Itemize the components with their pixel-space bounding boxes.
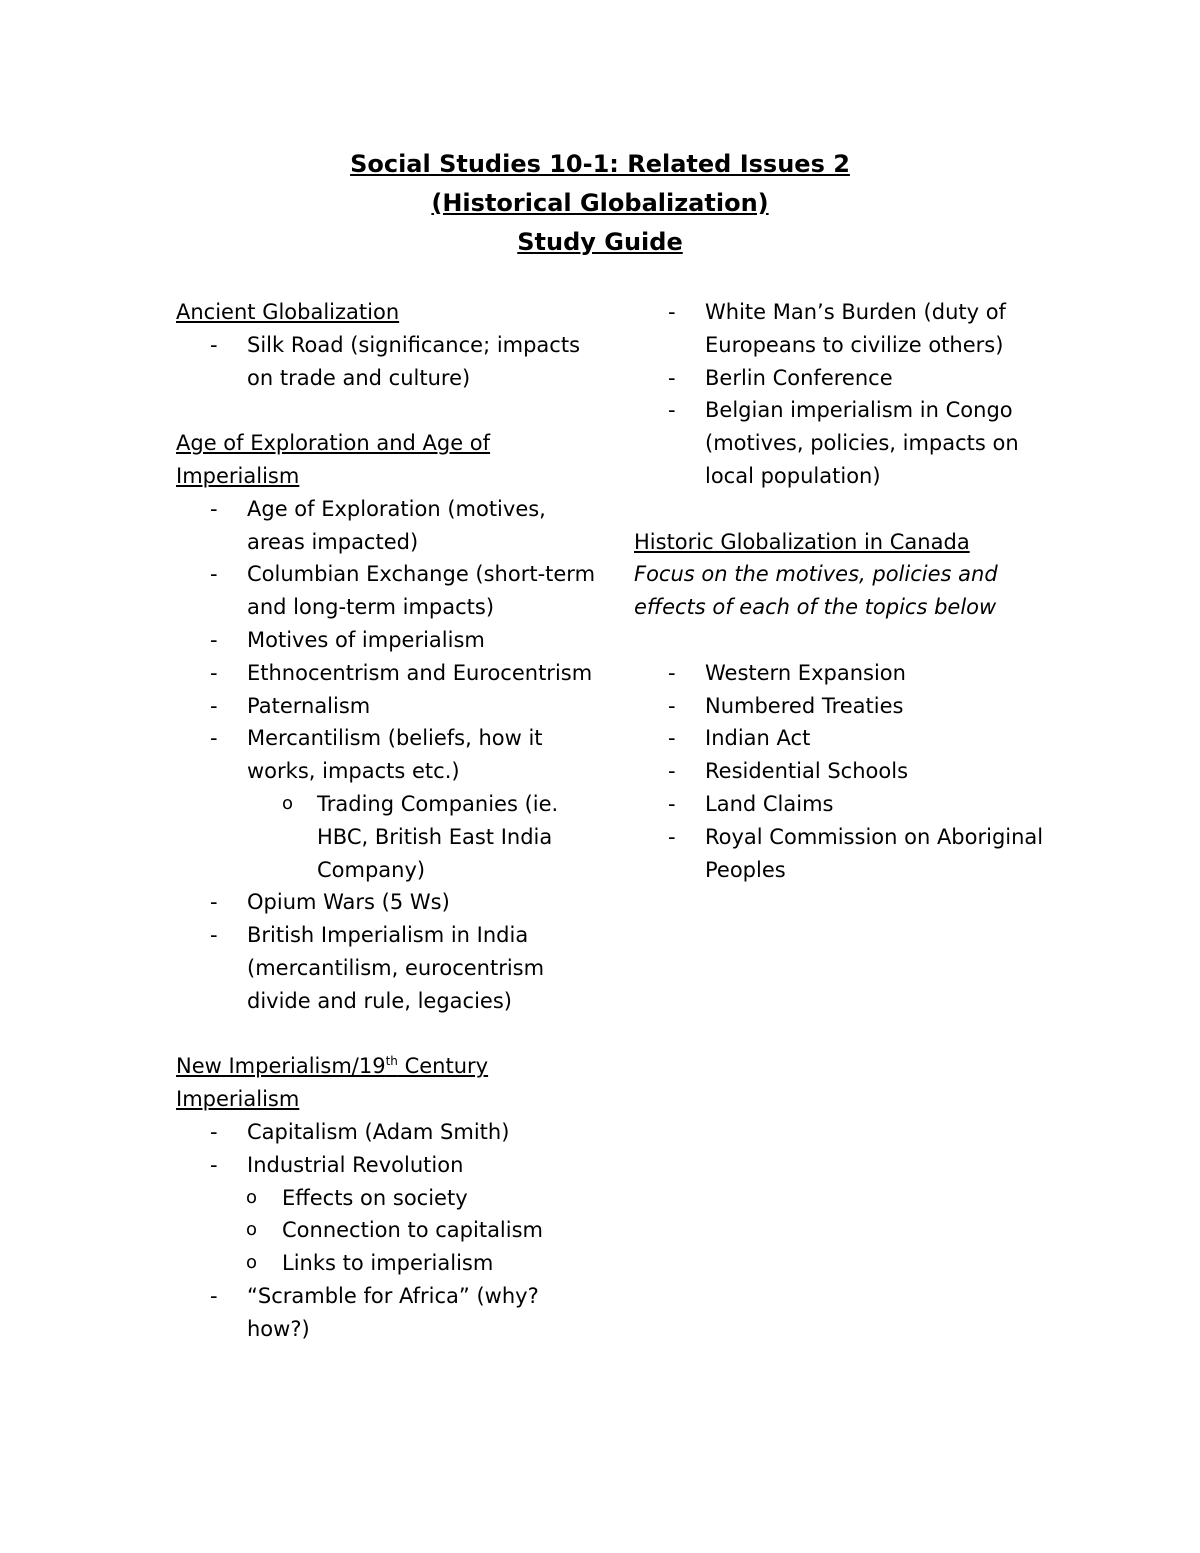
list-item (634, 296, 1054, 362)
new-imperialism-list-right (634, 296, 1054, 493)
list-item (634, 788, 1054, 821)
list-item (634, 394, 1054, 492)
list-item (176, 919, 596, 1017)
dash-bullet: - (668, 726, 676, 751)
heading-text: Century Imperialism (176, 1054, 489, 1112)
list-item-text: Ethnocentrism and Eurocentrism (247, 660, 593, 685)
list-item-text: Paternalism (247, 693, 371, 718)
sub-list-item (176, 788, 596, 886)
exploration-list-continued (176, 886, 596, 1017)
dash-bullet: - (210, 660, 218, 685)
list-item-text: Western Expansion (705, 660, 906, 685)
new-imperialism-list-continued (176, 1280, 596, 1346)
exploration-list (176, 493, 596, 788)
list-item-text: “Scramble for Africa” (why? how?) (247, 1283, 539, 1341)
title-line-3: Study Guide (517, 228, 683, 256)
list-item (176, 329, 596, 395)
list-item-text: Silk Road (significance; impacts on trade and culture) (247, 332, 581, 390)
dash-bullet: - (668, 300, 676, 324)
list-item (176, 493, 596, 559)
list-item-text: Residential Schools (705, 759, 909, 784)
dash-bullet: - (668, 759, 676, 784)
title-line-2: (Historical Globalization) (431, 189, 769, 217)
list-item (176, 886, 596, 919)
industrial-revolution-sublist (176, 1182, 596, 1280)
heading-text: New Imperialism/19 (176, 1054, 386, 1079)
list-item-text: Royal Commission on Aboriginal Peoples (705, 824, 1044, 882)
list-item (176, 1116, 596, 1149)
document-title (0, 145, 1200, 262)
list-item (634, 821, 1054, 887)
circle-bullet: o (246, 1219, 258, 1241)
list-item-text: Motives of imperialism (247, 627, 485, 652)
sub-list-item-text: Connection to capitalism (282, 1218, 544, 1243)
section-heading-exploration: Age of Exploration and Age of Imperialism (176, 431, 491, 488)
list-item-text: White Man’s Burden (duty of Europeans to civilize others) (705, 300, 1006, 357)
circle-bullet: o (246, 1252, 258, 1274)
heading-superscript: th (385, 1054, 398, 1069)
list-item-text: Numbered Treaties (705, 693, 904, 718)
right-column (634, 296, 1054, 886)
sub-list-item-text: Effects on society (282, 1185, 468, 1210)
list-item (176, 657, 596, 690)
list-item (176, 1149, 596, 1182)
dash-bullet: - (210, 693, 218, 718)
list-item (634, 657, 1054, 690)
circle-bullet: o (246, 1186, 258, 1208)
dash-bullet: - (210, 1119, 218, 1144)
dash-bullet: - (210, 496, 218, 521)
list-item-text: Land Claims (705, 791, 834, 816)
dash-bullet: - (210, 890, 218, 915)
list-item (634, 362, 1054, 395)
sub-list-item (176, 1247, 596, 1280)
dash-bullet: - (210, 1283, 218, 1308)
dash-bullet: - (668, 398, 676, 423)
mercantilism-sublist (176, 788, 596, 886)
list-item-text: Berlin Conference (705, 365, 893, 390)
section-heading-new-imperialism (176, 1050, 596, 1116)
list-item-text: Opium Wars (5 Ws) (247, 890, 450, 915)
list-item-text: Capitalism (Adam Smith) (247, 1119, 510, 1144)
list-item (176, 690, 596, 723)
list-item-text: Industrial Revolution (247, 1152, 464, 1177)
dash-bullet: - (210, 562, 218, 587)
list-item-text: Age of Exploration (motives, areas impacted) (247, 496, 546, 554)
dash-bullet: - (210, 1152, 218, 1177)
dash-bullet: - (210, 923, 218, 948)
ancient-list (176, 329, 596, 395)
sub-list-item (176, 1182, 596, 1215)
new-imperialism-list (176, 1116, 596, 1182)
left-column (176, 296, 596, 1346)
list-item (634, 690, 1054, 723)
dash-bullet: - (668, 824, 676, 849)
list-item (176, 624, 596, 657)
canada-list (634, 657, 1054, 887)
title-line-1: Social Studies 10-1: Related Issues 2 (350, 150, 850, 178)
dash-bullet: - (210, 332, 218, 357)
list-item-text: Columbian Exchange (short-term and long-term impacts) (247, 562, 596, 620)
dash-bullet: - (668, 791, 676, 816)
list-item (634, 755, 1054, 788)
sub-list-item (176, 1214, 596, 1247)
dash-bullet: - (668, 365, 676, 390)
section-heading-canada: Historic Globalization in Canada (634, 529, 970, 554)
list-item-text: British Imperialism in India (mercantilism, eurocentrism divide and rule, legacies) (247, 923, 545, 1013)
dash-bullet: - (210, 627, 218, 652)
sub-list-item-text: Links to imperialism (282, 1251, 494, 1276)
list-item-text: Belgian imperialism in Congo (motives, policies, impacts on local population) (705, 398, 1019, 488)
section-note: Focus on the motives, policies and effects of each of the topics below (634, 562, 998, 620)
dash-bullet: - (210, 726, 218, 751)
list-item-text: Mercantilism (beliefs, how it works, impacts etc.) (247, 726, 543, 784)
list-item (634, 722, 1054, 755)
dash-bullet: - (668, 660, 676, 685)
list-item (176, 558, 596, 624)
sub-list-item-text: Trading Companies (ie. HBC, British East India Company) (317, 791, 559, 882)
section-heading-ancient: Ancient Globalization (176, 300, 400, 324)
dash-bullet: - (668, 693, 676, 718)
list-item-text: Indian Act (705, 726, 811, 751)
list-item (176, 722, 596, 788)
circle-bullet: o (282, 792, 294, 814)
list-item (176, 1280, 596, 1346)
